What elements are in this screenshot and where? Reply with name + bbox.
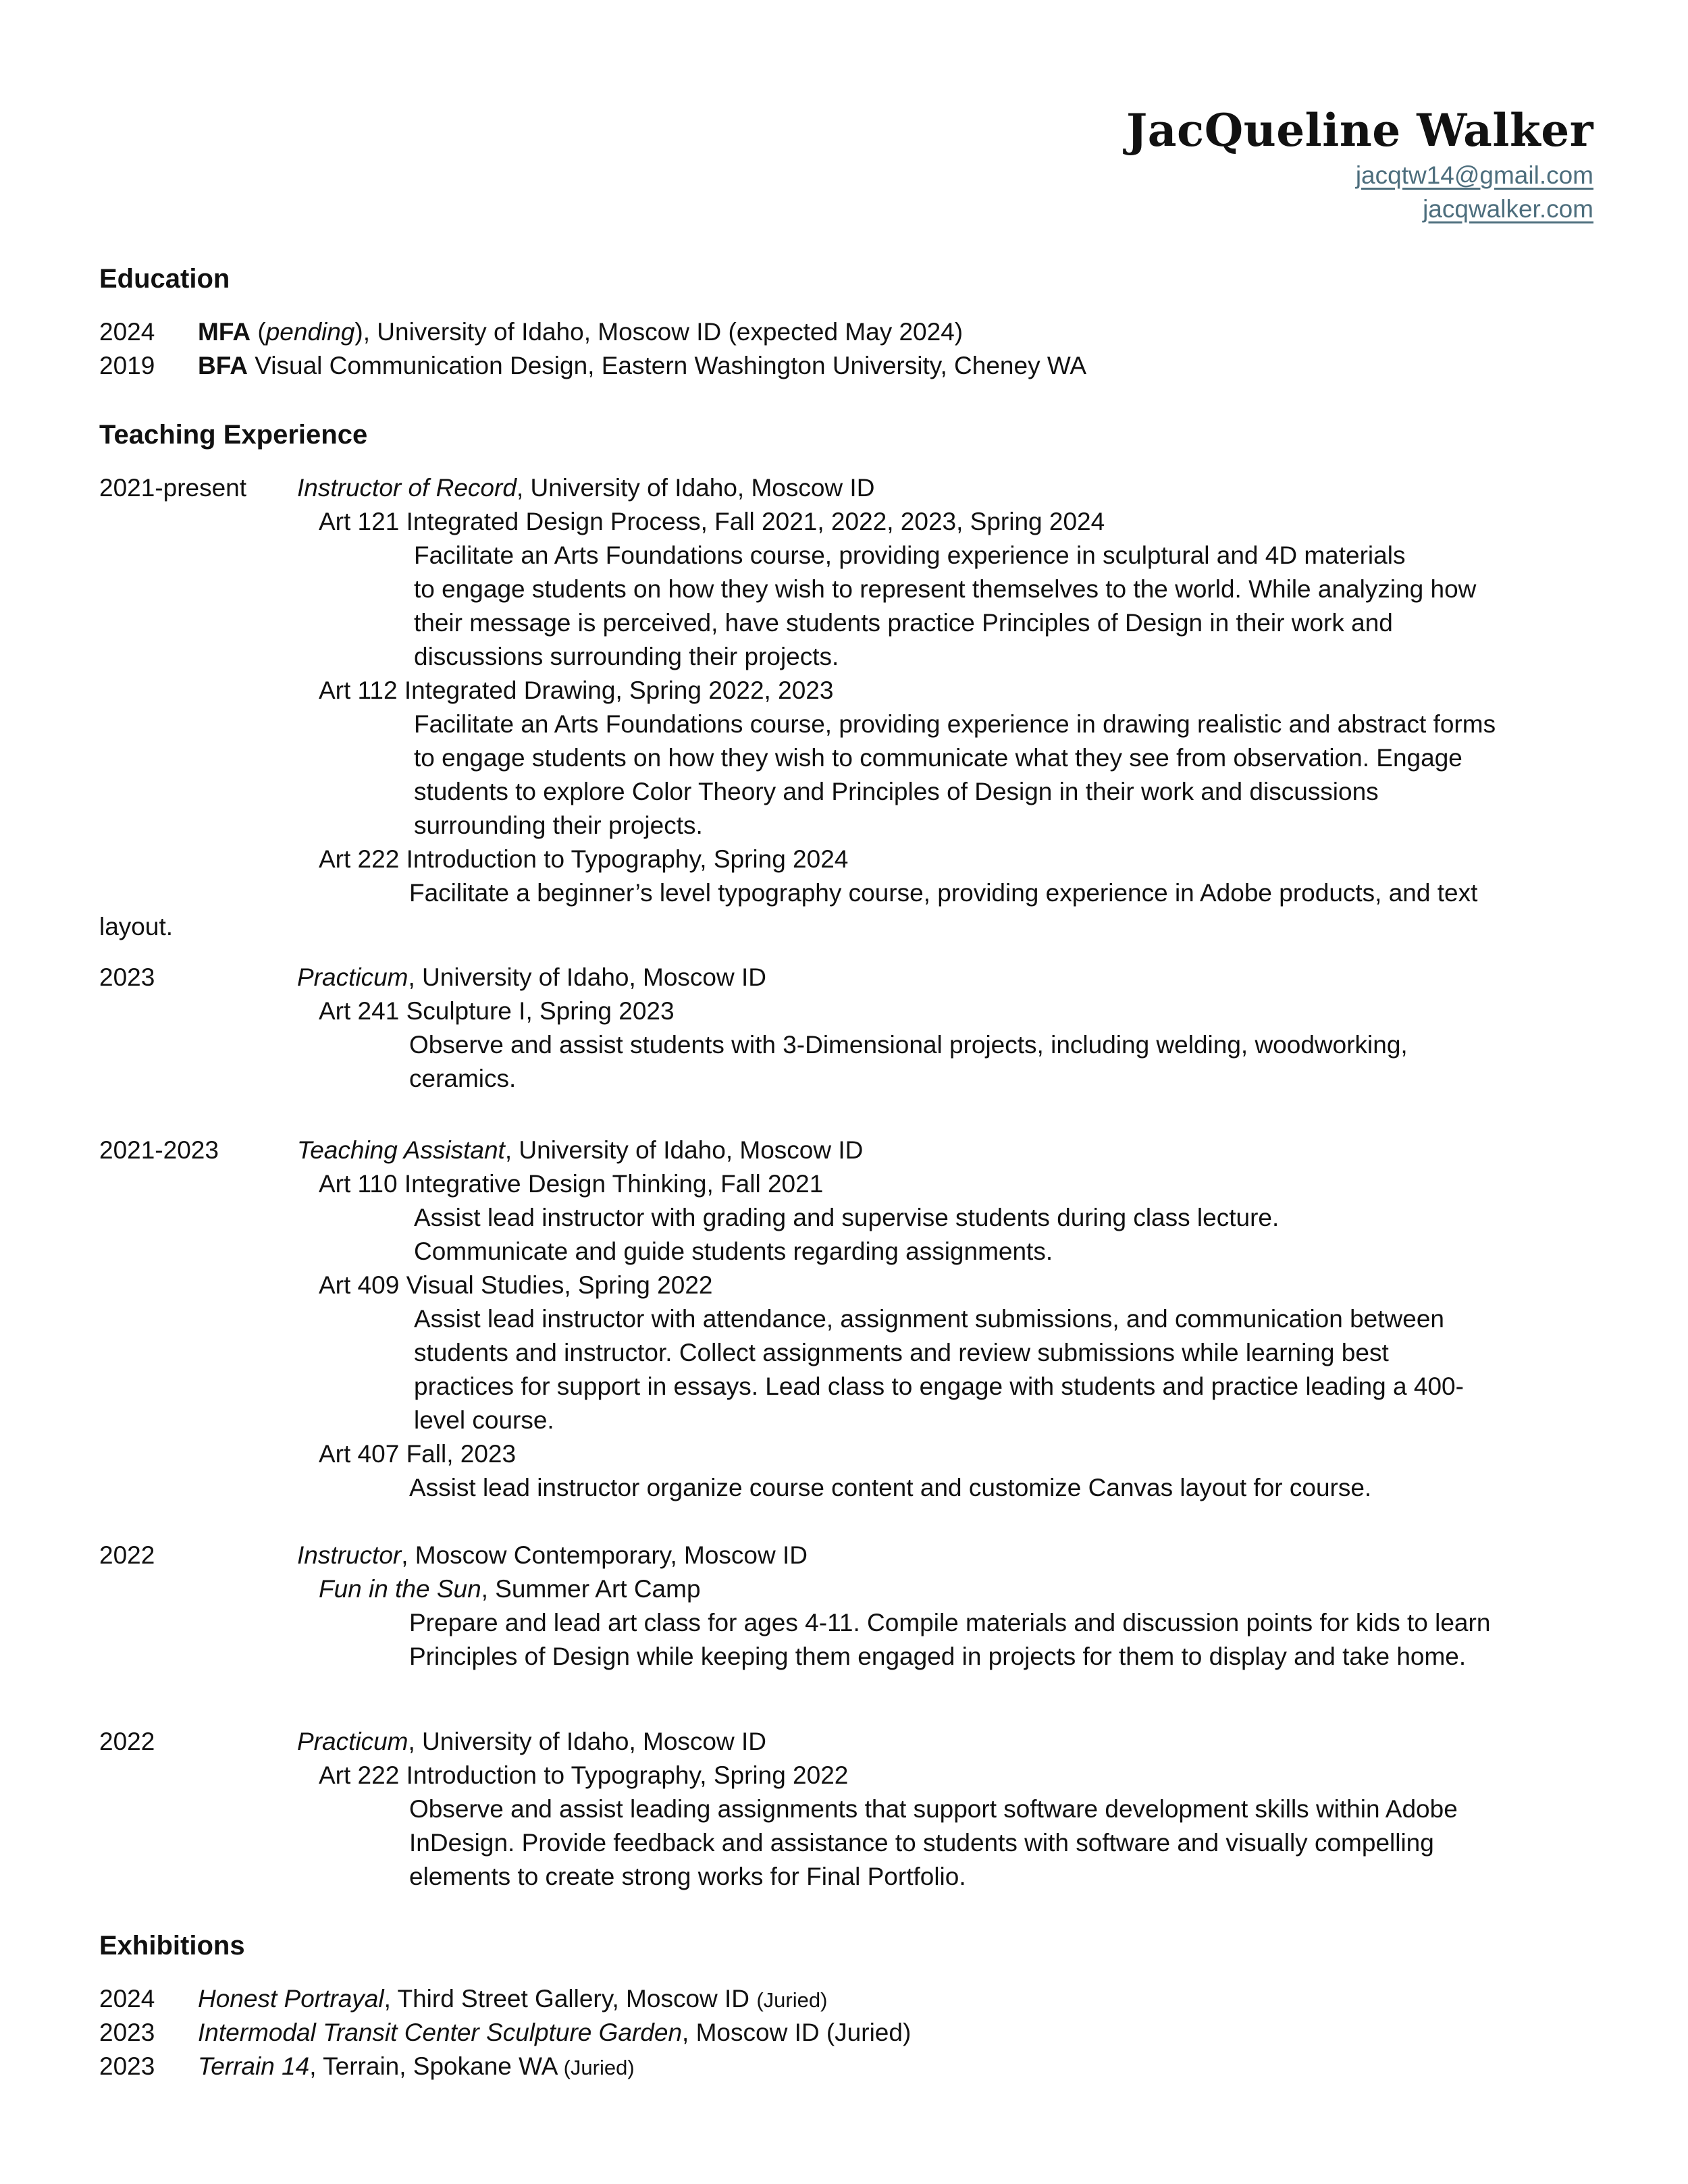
teaching-years: 2022 [99,1728,155,1755]
course-title: Fun in the Sun, Summer Art Camp [319,1575,701,1603]
course-description: ceramics. [409,1065,517,1092]
education-entry: MFA (pending), University of Idaho, Moscow ID (expected May 2024) [198,318,964,346]
course-title: Art 241 Sculpture I, Spring 2023 [319,997,675,1025]
course-description: level course. [414,1406,554,1434]
course-description: students to explore Color Theory and Principles of Design in their work and discussions [414,778,1379,805]
juried-tag: (Juried) [756,1988,828,2012]
course-description: Facilitate a beginner’s level typography course, providing experience in Adobe products, and text [409,879,1478,907]
exhibition-entry: Terrain 14, Terrain, Spokane WA (Juried) [198,2052,635,2080]
teaching-years: 2021-2023 [99,1136,219,1164]
course-description: Facilitate an Arts Foundations course, providing experience in sculptural and 4D materials [414,541,1406,569]
education-year: 2019 [99,352,155,379]
exhibition-year: 2023 [99,2052,155,2080]
degree-note: pending [265,318,355,346]
course-description: their message is perceived, have students practice Principles of Design in their work and [414,609,1393,637]
teaching-role: Instructor, Moscow Contemporary, Moscow ID [297,1541,808,1569]
course-description: Principles of Design while keeping them engaged in projects for them to display and take home. [409,1643,1467,1670]
course-title: Art 409 Visual Studies, Spring 2022 [319,1271,713,1299]
course-description: InDesign. Provide feedback and assistance to students with software and visually compelling [409,1829,1434,1857]
course-title: Art 121 Integrated Design Process, Fall 2021, 2022, 2023, Spring 2024 [319,508,1105,535]
course-description: elements to create strong works for Final Portfolio. [409,1863,966,1890]
exhibition-year: 2024 [99,1985,155,2013]
course-description: Observe and assist students with 3-Dimensional projects, including welding, woodworking, [409,1031,1408,1059]
teaching-role: Practicum, University of Idaho, Moscow ID [297,1728,767,1755]
course-description: to engage students on how they wish to represent themselves to the world. While analyzing how [414,575,1477,603]
teaching-heading: Teaching Experience [99,420,368,450]
exhibition-year: 2023 [99,2019,155,2046]
course-description: to engage students on how they wish to communicate what they see from observation. Engage [414,744,1462,772]
email-link[interactable]: jacqtw14@gmail.com [1355,161,1593,189]
course-description: surrounding their projects. [414,811,703,839]
course-title: Art 222 Introduction to Typography, Spring 2022 [319,1761,849,1789]
course-description: Observe and assist leading assignments that support software development skills within Adobe [409,1795,1458,1823]
exhibitions-heading: Exhibitions [99,1931,245,1961]
teaching-years: 2021-present [99,474,247,502]
teaching-years: 2022 [99,1541,155,1569]
course-description: Communicate and guide students regarding assignments. [414,1237,1053,1265]
course-description: Assist lead instructor with attendance, assignment submissions, and communication between [414,1305,1444,1333]
education-entry: BFA Visual Communication Design, Eastern Washington University, Cheney WA [198,352,1087,379]
course-description: Assist lead instructor with grading and supervise students during class lecture. [414,1204,1280,1231]
course-description: Prepare and lead art class for ages 4-11. Compile materials and discussion points for kids to learn [409,1609,1491,1636]
course-title: Art 110 Integrative Design Thinking, Fall 2021 [319,1170,824,1198]
teaching-role: Instructor of Record, University of Idaho, Moscow ID [297,474,875,502]
course-title: Art 407 Fall, 2023 [319,1440,517,1468]
teaching-role: Practicum, University of Idaho, Moscow ID [297,963,767,991]
course-description: practices for support in essays. Lead class to engage with students and practice leading a 400- [414,1373,1464,1400]
course-description: discussions surrounding their projects. [414,643,839,670]
course-title: Art 112 Integrated Drawing, Spring 2022, 2023 [319,676,834,704]
juried-tag: (Juried) [563,2056,635,2079]
resume-name: JacQueline Walker [1126,104,1593,157]
degree: BFA [198,352,248,379]
course-description: Facilitate an Arts Foundations course, providing experience in drawing realistic and abstract forms [414,710,1496,738]
course-description: students and instructor. Collect assignments and review submissions while learning best [414,1339,1389,1366]
website-link[interactable]: jacqwalker.com [1423,195,1593,223]
education-year: 2024 [99,318,155,346]
degree: MFA [198,318,251,346]
course-title: Art 222 Introduction to Typography, Spring 2024 [319,845,849,873]
exhibition-entry: Intermodal Transit Center Sculpture Garden, Moscow ID (Juried) [198,2019,912,2046]
exhibition-entry: Honest Portrayal, Third Street Gallery, Moscow ID (Juried) [198,1985,828,2013]
course-description: layout. [99,913,174,940]
teaching-role: Teaching Assistant, University of Idaho, Moscow ID [297,1136,864,1164]
teaching-years: 2023 [99,963,155,991]
course-description: Assist lead instructor organize course content and customize Canvas layout for course. [409,1474,1372,1501]
education-heading: Education [99,264,230,294]
